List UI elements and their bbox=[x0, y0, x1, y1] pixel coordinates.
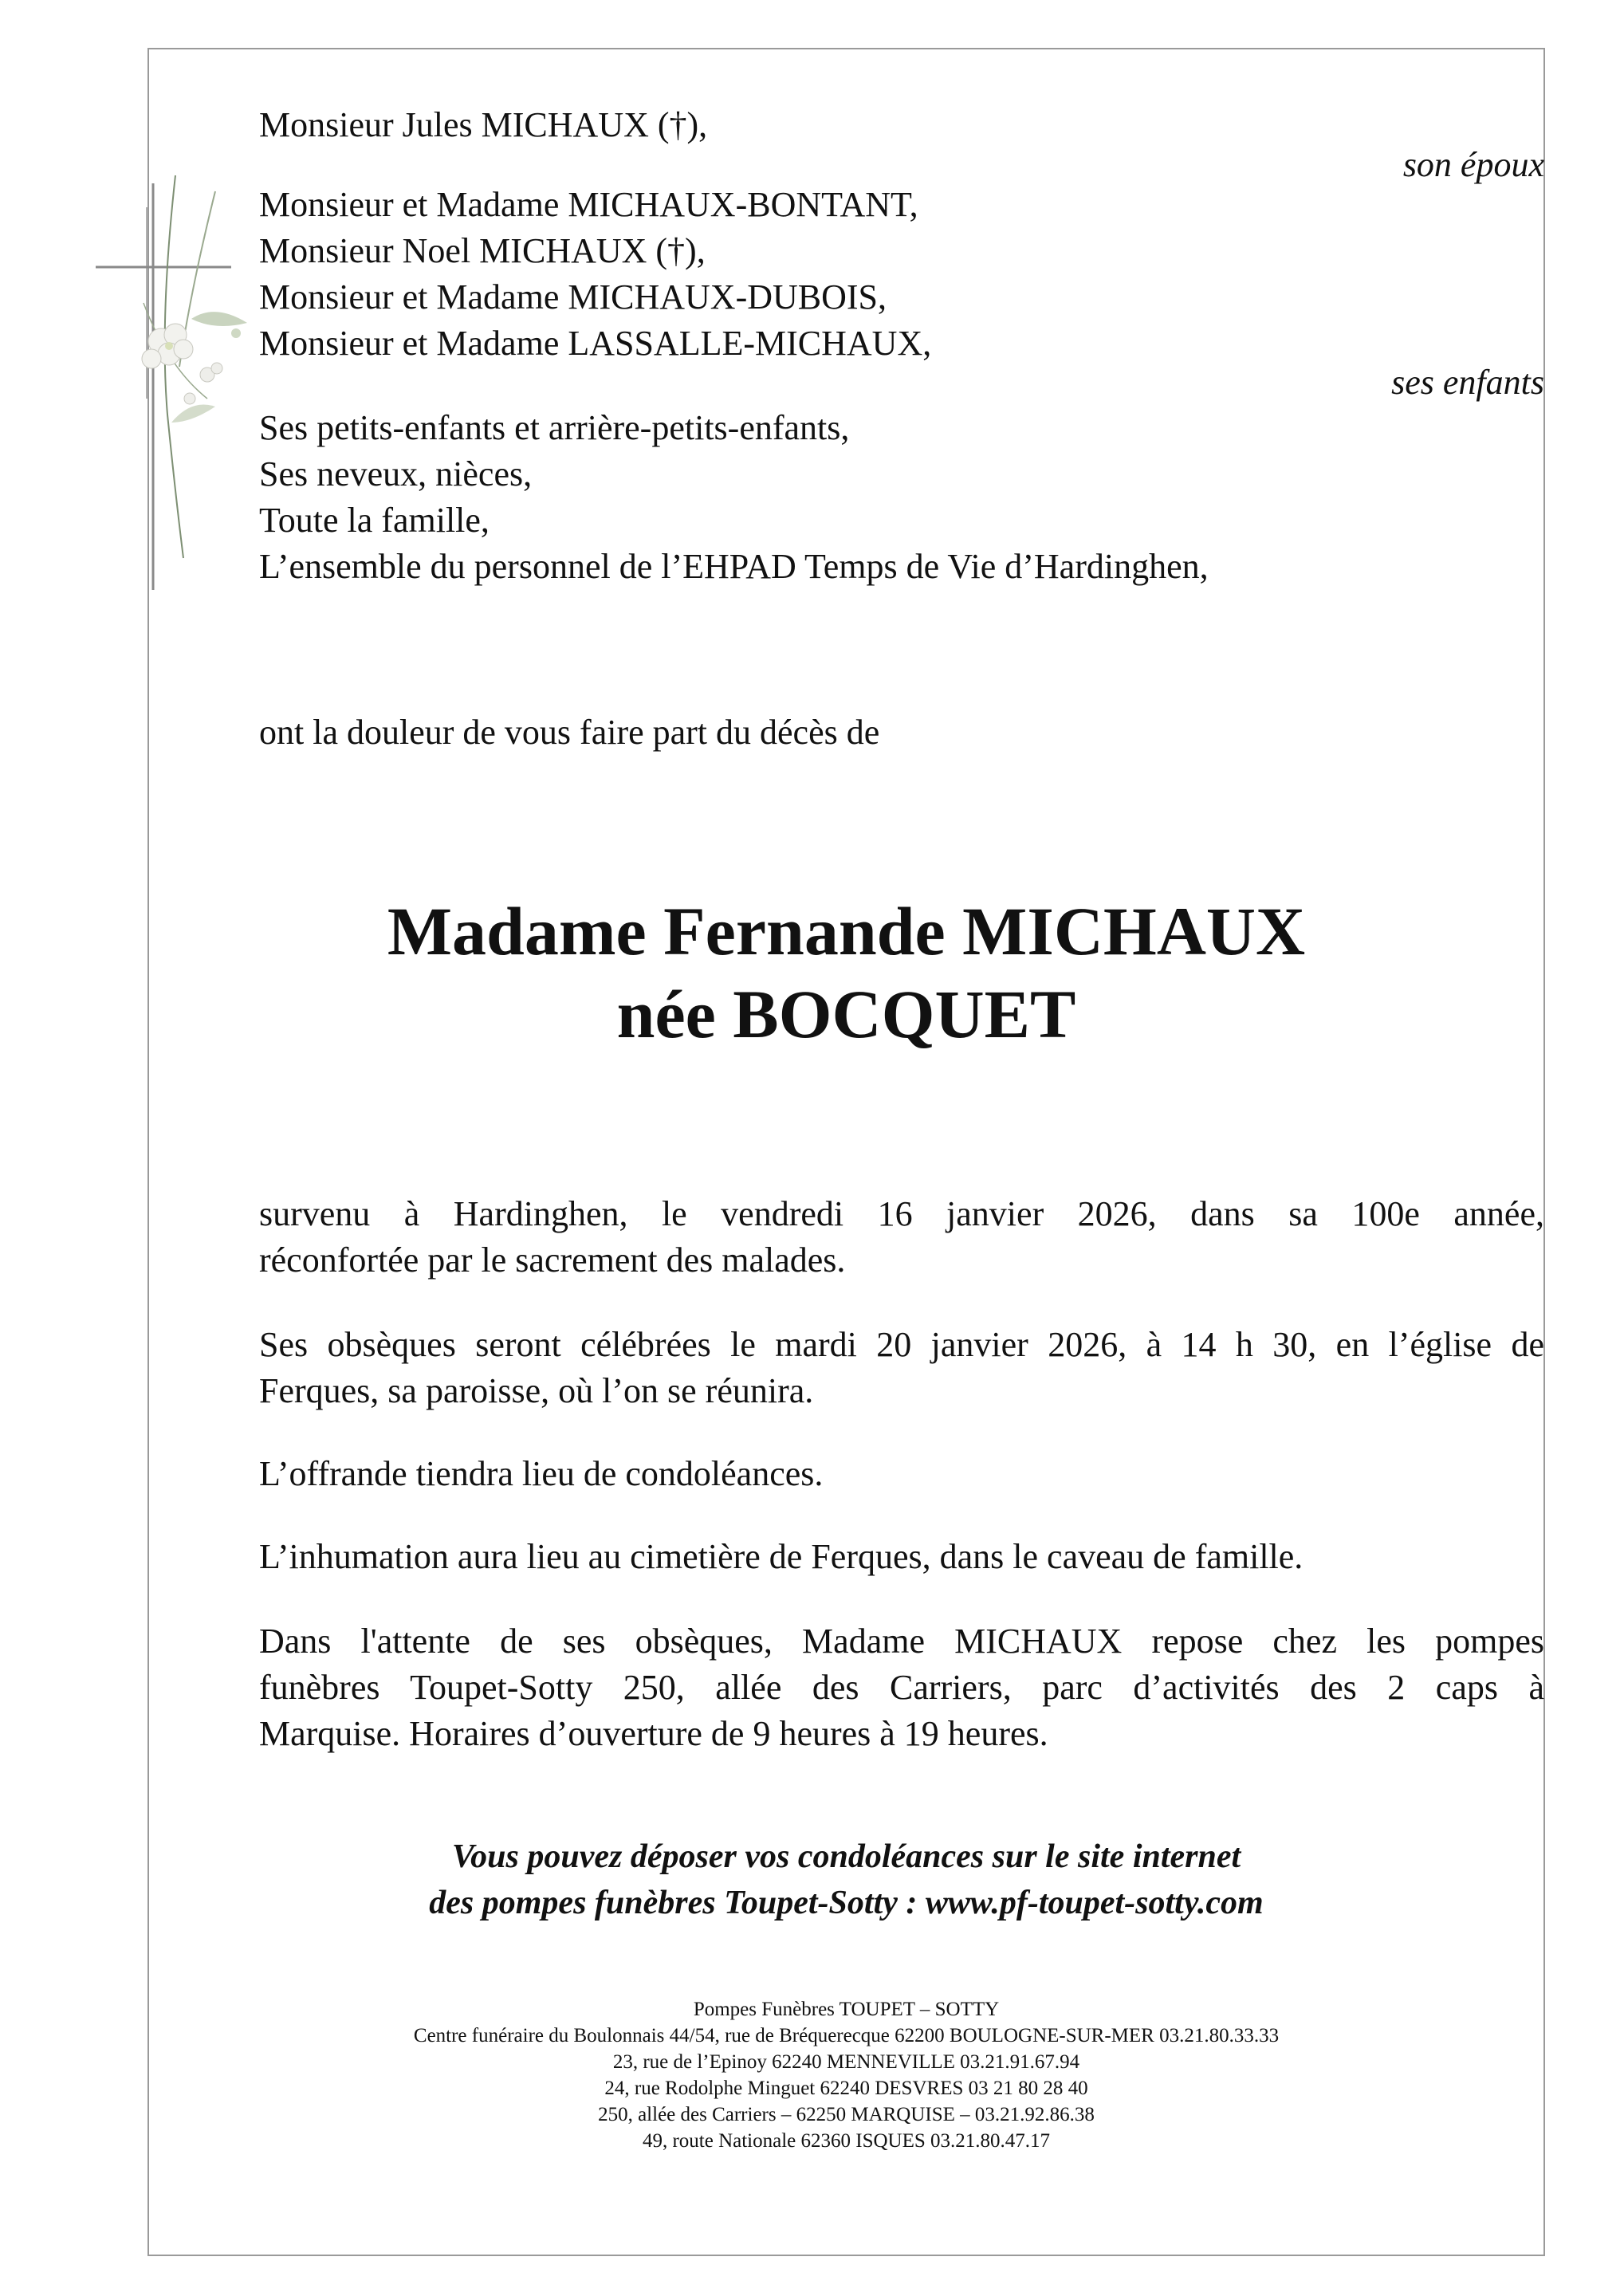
child-line: Monsieur Noel MICHAUX (†), bbox=[259, 231, 706, 270]
funeral-paragraph bbox=[259, 1322, 1544, 1414]
family-line: Toute la famille, bbox=[259, 501, 490, 540]
deceased-name: Madame Fernande MICHAUX bbox=[387, 893, 1306, 969]
child-line: Monsieur et Madame LASSALLE-MICHAUX, bbox=[259, 324, 932, 363]
family-line: Ses neveux, nièces, bbox=[259, 454, 533, 493]
offering-paragraph bbox=[259, 1451, 1544, 1497]
footer-address: 24, rue Rodolphe Minguet 62240 DESVRES 03 21 80 28 40 bbox=[604, 2078, 1088, 2099]
funeral-line: Ses obsèques seront célébrées le mardi 20 janvier 2026, à 14 h 30, en l’église de bbox=[259, 1325, 1544, 1364]
rest-line: Marquise. Horaires d’ouverture de 9 heures à 19 heures. bbox=[259, 1714, 1048, 1753]
funeral-line: Ferques, sa paroisse, où l’on se réunira. bbox=[259, 1371, 814, 1410]
rest-line: Dans l'attente de ses obsèques, Madame MICHAUX repose chez les pompes bbox=[259, 1622, 1544, 1661]
spouse-relation: son époux bbox=[1402, 145, 1544, 184]
announcement-text: ont la douleur de vous faire part du décès de bbox=[259, 713, 880, 752]
footer-address: 23, rue de l’Epinoy 62240 MENNEVILLE 03.21.91.67.94 bbox=[612, 2051, 1080, 2073]
family-line: L’ensemble du personnel de l’EHPAD Temps de Vie d’Hardinghen, bbox=[259, 547, 1209, 586]
condolences-line: Vous pouvez déposer vos condoléances sur le site internet bbox=[451, 1838, 1241, 1875]
rest-paragraph bbox=[259, 1618, 1544, 1757]
children-relation: ses enfants bbox=[1391, 363, 1544, 402]
footer-address: 250, allée des Carriers – 62250 MARQUISE – 03.21.92.86.38 bbox=[598, 2104, 1095, 2125]
rest-line: funèbres Toupet-Sotty 250, allée des Carriers, parc d’activités des 2 caps à bbox=[259, 1668, 1544, 1707]
child-line: Monsieur et Madame MICHAUX-DUBOIS, bbox=[259, 277, 887, 316]
condolences-line: des pompes funèbres Toupet-Sotty : www.pf-toupet-sotty.com bbox=[429, 1885, 1264, 1921]
cross-flower-icon bbox=[96, 159, 271, 606]
deceased-birth-name: née BOCQUET bbox=[616, 976, 1076, 1052]
death-paragraph bbox=[259, 1191, 1544, 1284]
death-line: survenu à Hardinghen, le vendredi 16 janvier 2026, dans sa 100e année, bbox=[259, 1194, 1544, 1233]
spouse-line: Monsieur Jules MICHAUX (†), bbox=[259, 105, 708, 144]
death-line: réconfortée par le sacrement des malades. bbox=[259, 1240, 846, 1280]
burial-paragraph bbox=[259, 1534, 1544, 1580]
offering-line: L’offrande tiendra lieu de condoléances. bbox=[259, 1454, 824, 1493]
footer-address: 49, route Nationale 62360 ISQUES 03.21.80.47.17 bbox=[642, 2130, 1051, 2152]
burial-line: L’inhumation aura lieu au cimetière de Ferques, dans le caveau de famille. bbox=[259, 1537, 1304, 1576]
footer-company: Pompes Funèbres TOUPET – SOTTY bbox=[693, 1999, 1000, 2020]
child-line: Monsieur et Madame MICHAUX-BONTANT, bbox=[259, 185, 918, 224]
family-line: Ses petits-enfants et arrière-petits-enfants, bbox=[259, 408, 850, 447]
footer-address: Centre funéraire du Boulonnais 44/54, rue de Bréquerecque 62200 BOULOGNE-SUR-MER 03.21.80.33.33 bbox=[413, 2025, 1280, 2046]
